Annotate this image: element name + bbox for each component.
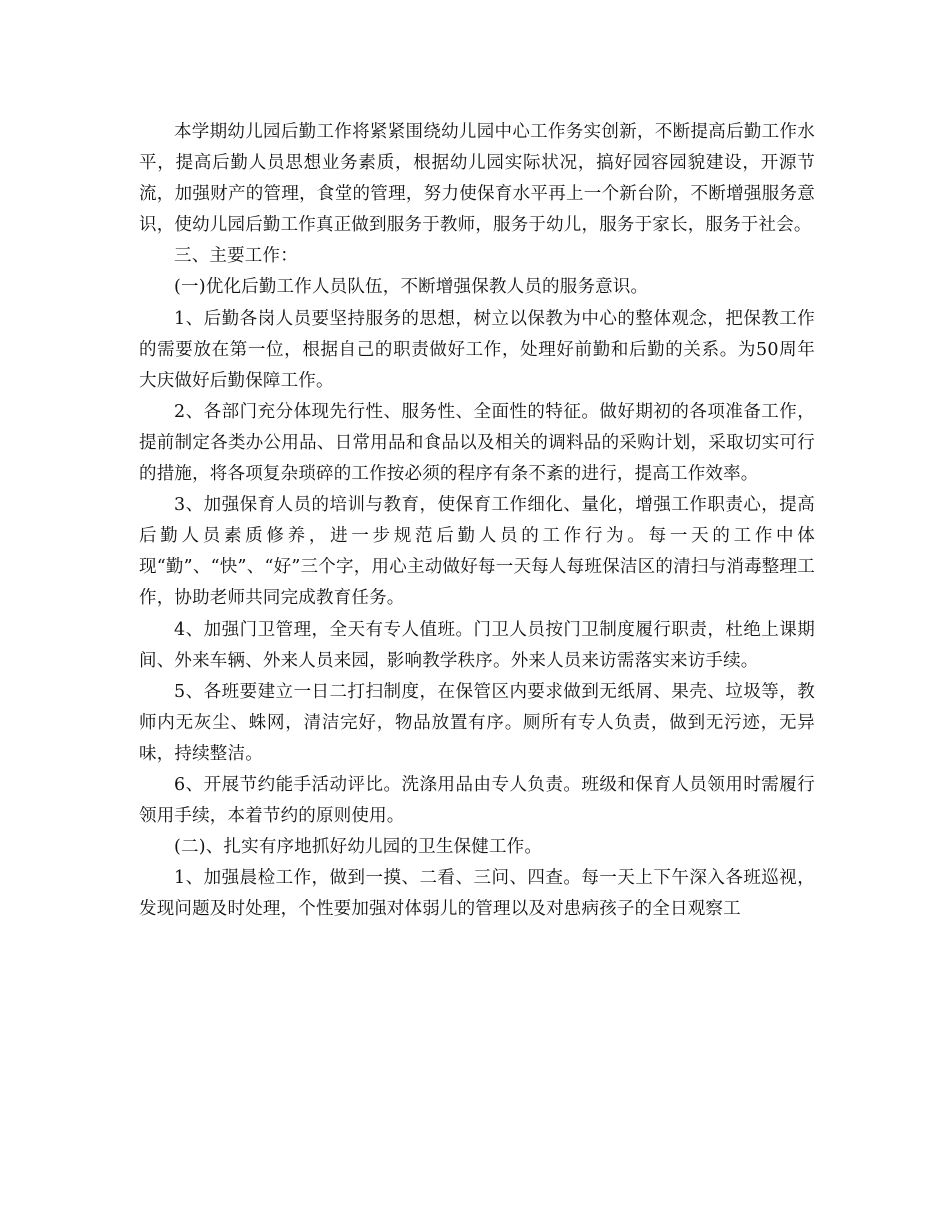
list-item: 2、各部门充分体现先行性、服务性、全面性的特征。做好期初的各项准备工作，提前制定各类办公用品、日常用品和食品以及相关的调料品的采购计划，采取切实可行的措施，将各项复杂琐碎的工作按必须的程序有条不紊的进行，提高工作效率。 <box>139 401 815 485</box>
list-item: 1、加强晨检工作，做到一摸、二看、三问、四查。每一天上下午深入各班巡视，发现问题及时处理，个性要加强对体弱儿的管理以及对患病孩子的全日观察工 <box>139 868 815 920</box>
section-heading-main-work: 三、主要工作： <box>174 246 298 267</box>
list-item: 5、各班要建立一日二打扫制度，在保管区内要求做到无纸屑、果壳、垃圾等，教师内无灰尘、蛛网，清洁完好，物品放置有序。厕所有专人负责，做到无污迹，无异味，持续整洁。 <box>139 681 815 764</box>
document-body <box>139 117 815 925</box>
list-item: 3、加强保育人员的培训与教育，使保育工作细化、量化，增强工作职责心，提高后勤人员素质修养，进一步规范后勤人员的工作行为。每一天的工作中体现“勤”、“快”、“好”三个字，用心主动做好每一天每人每班保洁区的清扫与消毒整理工作，协助老师共同完成教育任务。 <box>139 495 815 609</box>
subsection-heading-2: (二)、扎实有序地抓好幼儿园的卫生保健工作。 <box>174 837 543 858</box>
subsection-heading-1: (一)优化后勤工作人员队伍，不断增强保教人员的服务意识。 <box>174 277 649 298</box>
paragraph-intro: 本学期幼儿园后勤工作将紧紧围绕幼儿园中心工作务实创新，不断提高后勤工作水平，提高后勤人员思想业务素质，根据幼儿园实际状况，搞好园容园貌建设，开源节流，加强财产的管理，食堂的管理，努力使保育水平再上一个新台阶，不断增强服务意识，使幼儿园后勤工作真正做到服务于教师，服务于幼儿，服务于家长，服务于社会。 <box>139 122 815 236</box>
list-item: 6、开展节约能手活动评比。洗涤用品由专人负责。班级和保育人员领用时需履行领用手续，本着节约的原则使用。 <box>139 774 815 827</box>
list-item: 1、后勤各岗人员要坚持服务的思想，树立以保教为中心的整体观念，把保教工作的需要放在第一位，根据自己的职责做好工作，处理好前勤和后勤的关系。为50周年大庆做好后勤保障工作。 <box>139 308 815 391</box>
list-item: 4、加强门卫管理，全天有专人值班。门卫人员按门卫制度履行职责，杜绝上课期间、外来车辆、外来人员来园，影响教学秩序。外来人员来访需落实来访手续。 <box>139 619 815 671</box>
